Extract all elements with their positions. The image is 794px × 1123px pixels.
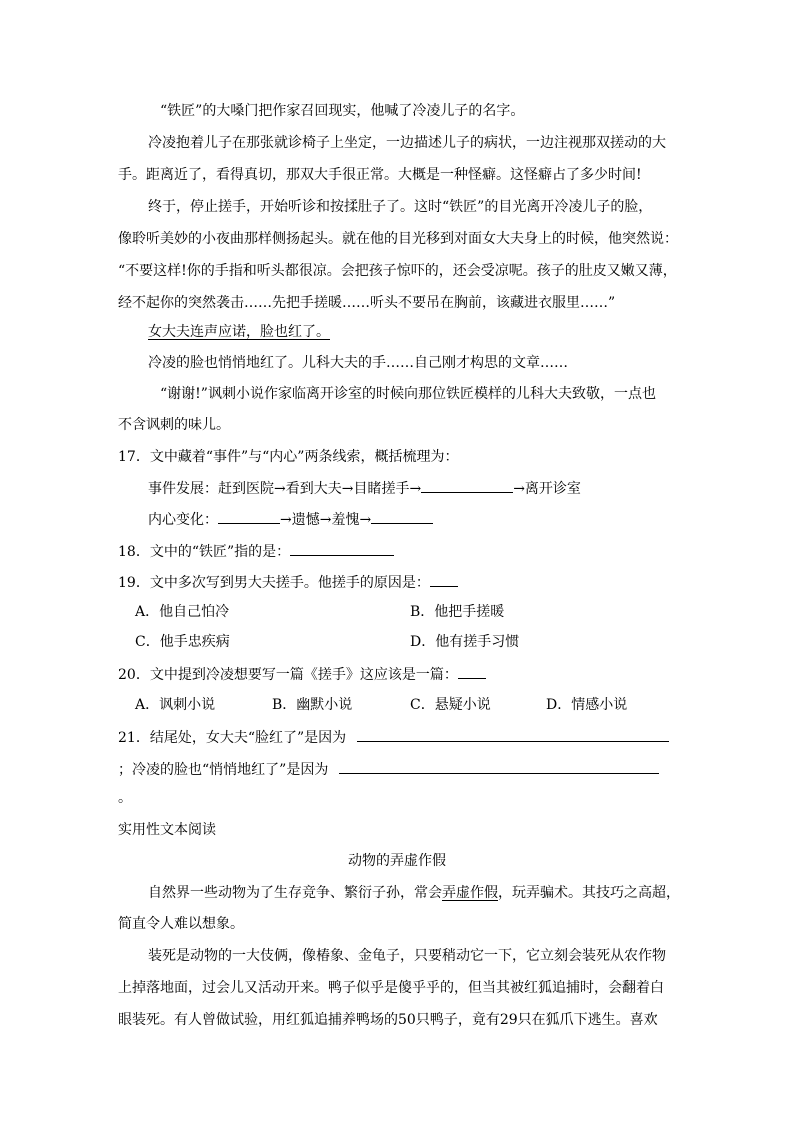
article-paragraph-1-line-2: 简直令人难以想象。 — [118, 916, 244, 932]
article-underlined-term: 弄虚作假 — [442, 885, 498, 901]
story-paragraph-4-underlined: 女大夫连声应诺，脸也红了。 — [148, 324, 330, 340]
article-p1-part-b: ，玩弄骗术。其技巧之高超， — [498, 885, 680, 901]
story-paragraph-6-line-2: 不含讽刺的味儿。 — [118, 417, 230, 433]
q17-event-suffix: →离开诊室 — [513, 481, 581, 497]
question-21-stem: 21．结尾处，女大夫“脸红了”是因为 — [118, 730, 347, 746]
q17-mind-answer-blank-2[interactable] — [371, 509, 433, 524]
question-20-stem: 20．文中提到冷凌想要写一篇《搓手》这应该是一篇： — [118, 667, 458, 683]
story-paragraph-3-line-2: 像聆听美妙的小夜曲那样侧扬起头。就在他的目光移到对面女大夫身上的时候，他突然说： — [118, 231, 678, 247]
story-paragraph-6-line-1: “谢谢!”讽刺小说作家临离开诊室的时候向那位铁匠模样的儿科大夫致敬，一点也 — [160, 386, 656, 402]
q21-answer-blank-1[interactable] — [357, 727, 669, 742]
question-21-part-2: ；冷凌的脸也“悄悄地红了”是因为 — [118, 762, 329, 778]
q20-answer-blank[interactable] — [458, 664, 486, 679]
question-19-line — [118, 572, 458, 592]
q19-option-d[interactable]: D．他有搓手习惯 — [410, 634, 520, 650]
q20-option-a[interactable]: A．讽刺小说 — [135, 697, 216, 713]
story-paragraph-3-line-3: “不要这样!你的手指和听头都很凉。会把孩子惊吓的，还会受凉呢。孩子的肚皮又嫩又薄， — [118, 263, 677, 279]
question-18-line — [118, 541, 394, 561]
story-paragraph-2-line-1: 冷凌抱着儿子在那张就诊椅子上坐定，一边描述儿子的病状，一边注视那双搓动的大 — [148, 135, 666, 151]
question-18-stem: 18．文中的“铁匠”指的是： — [118, 544, 291, 560]
q19-option-c[interactable]: C．他手忠疾病 — [135, 634, 230, 650]
q17-mind-middle: →遗憾→羞愧→ — [280, 512, 372, 528]
story-paragraph-5: 冷凌的脸也悄悄地红了。儿科大夫的手……自己刚才构思的文章…… — [148, 355, 568, 371]
q17-event-prefix: 事件发展：赶到医院→看到大夫→目睹搓手→ — [148, 481, 422, 497]
article-paragraph-2-line-3: 眼装死。有人曾做试验，用红狐追捕养鸭场的50只鸭子，竟有29只在狐爪下逃生。喜欢 — [118, 1012, 658, 1028]
article-paragraph-1-line-1 — [148, 883, 680, 903]
story-paragraph-3-line-1: 终于，停止搓手，开始听诊和按揉肚子了。这时“铁匠”的目光离开冷凌儿子的脸， — [148, 199, 653, 215]
question-21-end: 。 — [118, 790, 132, 806]
story-paragraph-2-line-2: 手。距离近了，看得真切，那双大手很正常。大概是一种怪癖。这怪癖占了多少时间! — [118, 167, 642, 183]
q20-option-b[interactable]: B．幽默小说 — [272, 697, 353, 713]
q18-answer-blank[interactable] — [290, 541, 394, 556]
article-paragraph-2-line-1: 装死是动物的一大伎俩，像椿象、金龟子，只要稍动它一下，它立刻会装死从农作物 — [148, 948, 666, 964]
question-17-event-line — [148, 478, 581, 498]
q19-option-b[interactable]: B．他把手搓暖 — [410, 604, 505, 620]
q17-event-answer-blank[interactable] — [421, 478, 513, 493]
q19-answer-blank[interactable] — [430, 572, 458, 587]
article-paragraph-2-line-2: 上掉落地面，过会儿又活动开来。鸭子似乎是傻乎乎的，但当其被红狐追捕时，会翻着白 — [118, 980, 664, 996]
question-21-line-1 — [118, 727, 669, 747]
question-17-stem: 17．文中藏着“事件”与“内心”两条线索，概括梳理为： — [118, 449, 459, 465]
story-paragraph-3-line-4: 经不起你的突然袭击……先把手搓暖……听头不要吊在胸前，该藏进衣服里……” — [118, 295, 616, 311]
q17-mind-prefix: 内心变化： — [148, 512, 218, 528]
article-title: 动物的弄虚作假 — [348, 853, 446, 869]
q20-option-c[interactable]: C．悬疑小说 — [410, 697, 491, 713]
q17-mind-answer-blank-1[interactable] — [218, 509, 280, 524]
story-paragraph-1: “铁匠”的大嗓门把作家召回现实，他喊了冷凌儿子的名字。 — [160, 103, 525, 119]
section-heading: 实用性文本阅读 — [118, 822, 216, 838]
article-p1-part-a: 自然界一些动物为了生存竞争、繁衍子孙，常会 — [148, 885, 442, 901]
question-19-stem: 19．文中多次写到男大夫搓手。他搓手的原因是： — [118, 575, 430, 591]
q20-option-d[interactable]: D．情感小说 — [546, 697, 628, 713]
question-17-mind-line — [148, 509, 433, 529]
question-20-line — [118, 664, 486, 684]
q19-option-a[interactable]: A．他自己怕冷 — [135, 604, 230, 620]
q21-answer-blank-2[interactable] — [339, 759, 659, 774]
question-21-line-2 — [118, 759, 659, 779]
